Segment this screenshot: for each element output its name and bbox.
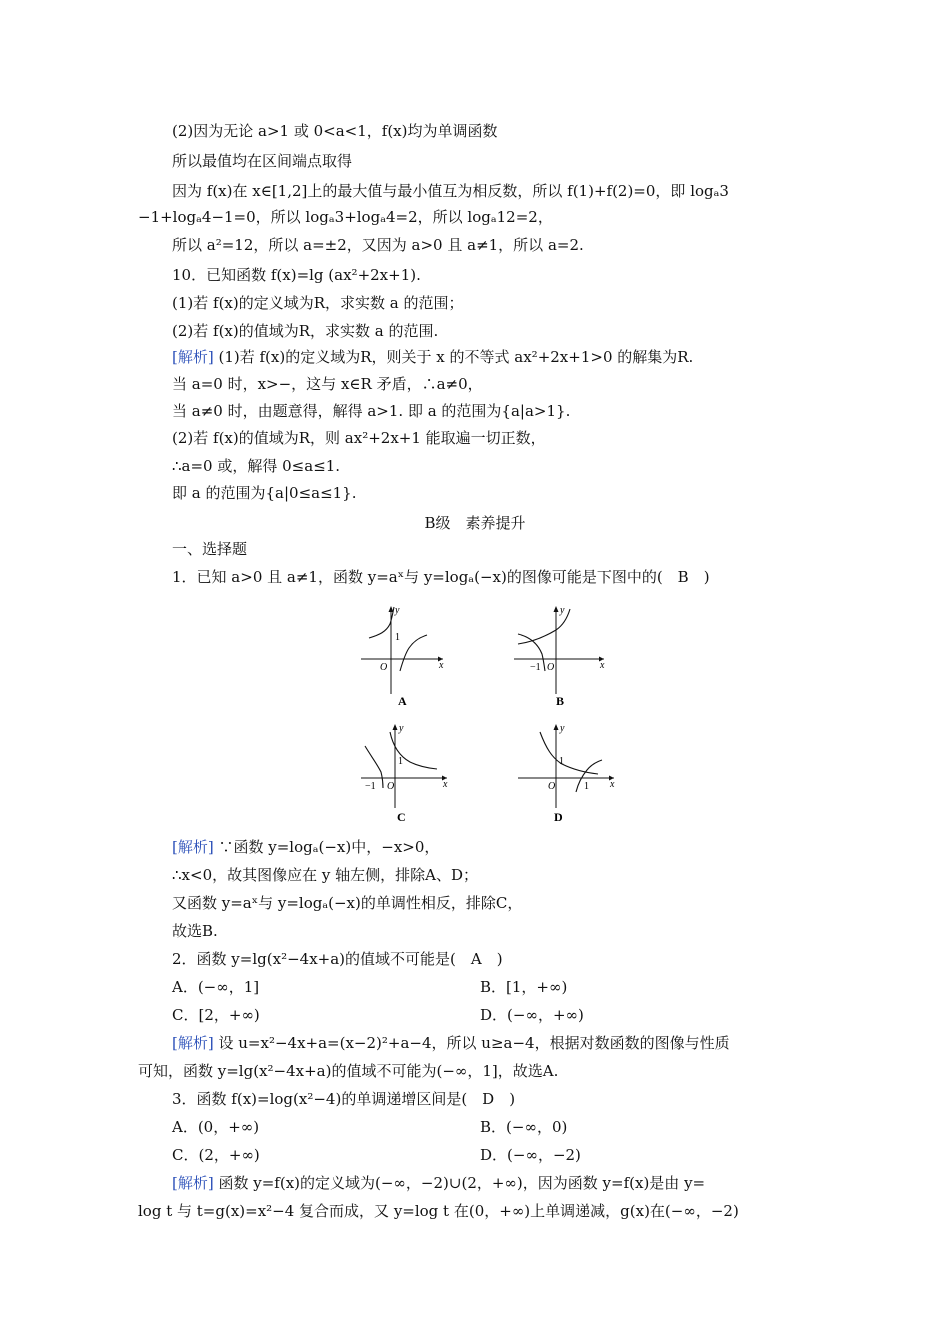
graph-option-c xyxy=(355,720,455,829)
option-a: A．(−∞，1] xyxy=(172,978,260,996)
option-b: B．[1，+∞) xyxy=(480,978,568,996)
option-b: B．(−∞，0) xyxy=(480,1118,568,1136)
label-x-axis: x xyxy=(600,660,605,671)
caption-d: D xyxy=(554,810,563,824)
text-line: ∴x<0，故其图像应在 y 轴左侧，排除A、D； xyxy=(172,866,478,884)
text-line: 当 a=0 时，x>−，这与 x∈R 矛盾，∴a≠0， xyxy=(172,375,483,393)
analysis-tag: [解析] xyxy=(172,1174,214,1192)
option-a: A．(0，+∞) xyxy=(172,1118,260,1136)
label-x-axis: x xyxy=(439,660,444,671)
analysis-line: [解析] ∵函数 y=logₐ(−x)中，−x>0， xyxy=(172,838,440,856)
label-x-axis: x xyxy=(443,779,448,790)
analysis-line: [解析] 函数 y=f(x)的定义域为(−∞，−2)∪(2，+∞)，因为函数 y=f(x)是由 y= xyxy=(172,1174,706,1192)
label-one: 1 xyxy=(395,632,400,643)
analysis-line: [解析] 设 u=x²−4x+a=(x−2)²+a−4，所以 u≥a−4，根据对数函数的图像与性质 xyxy=(172,1034,730,1052)
analysis-line: [解析] (1)若 f(x)的定义域为R，则关于 x 的不等式 ax²+2x+1>0 的解集为R. xyxy=(172,348,694,366)
text-line: 可知，函数 y=lg(x²−4x+a)的值域不可能为(−∞，1]，故选A. xyxy=(138,1062,559,1080)
text-line: −1+logₐ4−1=0，所以 logₐ3+logₐ4=2，所以 logₐ12=2， xyxy=(138,208,553,226)
label-y-axis: y xyxy=(395,605,400,616)
option-c: C．(2，+∞) xyxy=(172,1146,260,1164)
text-line: 因为 f(x)在 x∈[1,2]上的最大值与最小值互为相反数，所以 f(1)+f(2)=0，即 logₐ3 xyxy=(172,182,729,200)
text-line: (2)因为无论 a>1 或 0<a<1，f(x)均为单调函数 xyxy=(172,122,498,140)
text-line: 又函数 y=aˣ与 y=logₐ(−x)的单调性相反，排除C， xyxy=(172,894,523,912)
label-origin: O xyxy=(380,662,388,673)
label-one: 1 xyxy=(398,756,403,767)
analysis-tag: [解析] xyxy=(172,348,214,366)
analysis-tag: [解析] xyxy=(172,1034,214,1052)
label-one-x: 1 xyxy=(584,781,589,792)
label-y-axis: y xyxy=(560,605,565,616)
label-y-axis: y xyxy=(399,723,404,734)
text-line: (2)若 f(x)的值域为R，求实数 a 的范围. xyxy=(172,322,439,340)
label-x-axis: x xyxy=(610,779,615,790)
text-line: 即 a 的范围为{a|0≤a≤1}. xyxy=(172,484,357,502)
text-line: (1)若 f(x)的定义域为R，求实数 a 的范围； xyxy=(172,294,464,312)
text-line: (2)若 f(x)的值域为R，则 ax²+2x+1 能取遍一切正数， xyxy=(172,429,546,447)
section-heading: B级 素养提升 xyxy=(424,514,526,532)
label-y-axis: y xyxy=(560,723,565,734)
label-neg-one: −1 xyxy=(530,662,541,673)
question-2-stem: 2．函数 y=lg(x²−4x+a)的值域不可能是( A ) xyxy=(172,950,503,968)
graph-option-d xyxy=(512,720,622,829)
option-c: C．[2，+∞) xyxy=(172,1006,260,1024)
analysis-tag: [解析] xyxy=(172,838,214,856)
caption-a: A xyxy=(398,694,407,708)
label-origin: O xyxy=(547,662,555,673)
text-line: 当 a≠0 时，由题意得，解得 a>1. 即 a 的范围为{a|a>1}. xyxy=(172,402,571,420)
label-origin: O xyxy=(387,781,395,792)
question-10-stem: 10．已知函数 f(x)=lg (ax²+2x+1). xyxy=(172,266,421,284)
section-subheading: 一、选择题 xyxy=(172,540,248,558)
graph-option-b xyxy=(510,604,610,713)
option-d: D．(−∞，−2) xyxy=(480,1146,581,1164)
text-line: 故选B. xyxy=(172,922,218,940)
question-3-stem: 3．函数 f(x)=log(x²−4)的单调递增区间是( D ) xyxy=(172,1090,516,1108)
option-d: D．(−∞，+∞) xyxy=(480,1006,584,1024)
label-neg-one: −1 xyxy=(365,781,376,792)
label-one-y: 1 xyxy=(559,756,564,767)
caption-b: B xyxy=(556,694,565,708)
text-line: ∴a=0 或，解得 0≤a≤1. xyxy=(172,457,341,475)
graph-option-a xyxy=(355,604,455,713)
question-1-stem: 1．已知 a>0 且 a≠1，函数 y=aˣ与 y=logₐ(−x)的图像可能是下图中的( B ) xyxy=(172,568,710,586)
label-origin: O xyxy=(548,781,556,792)
text-line: 所以最值均在区间端点取得 xyxy=(172,152,353,170)
text-line: 所以 a²=12，所以 a=±2，又因为 a>0 且 a≠1，所以 a=2. xyxy=(172,236,584,254)
text-line: log t 与 t=g(x)=x²−4 复合而成，又 y=log t 在(0，+∞)上单调递减，g(x)在(−∞，−2) xyxy=(138,1202,739,1220)
caption-c: C xyxy=(397,810,406,824)
